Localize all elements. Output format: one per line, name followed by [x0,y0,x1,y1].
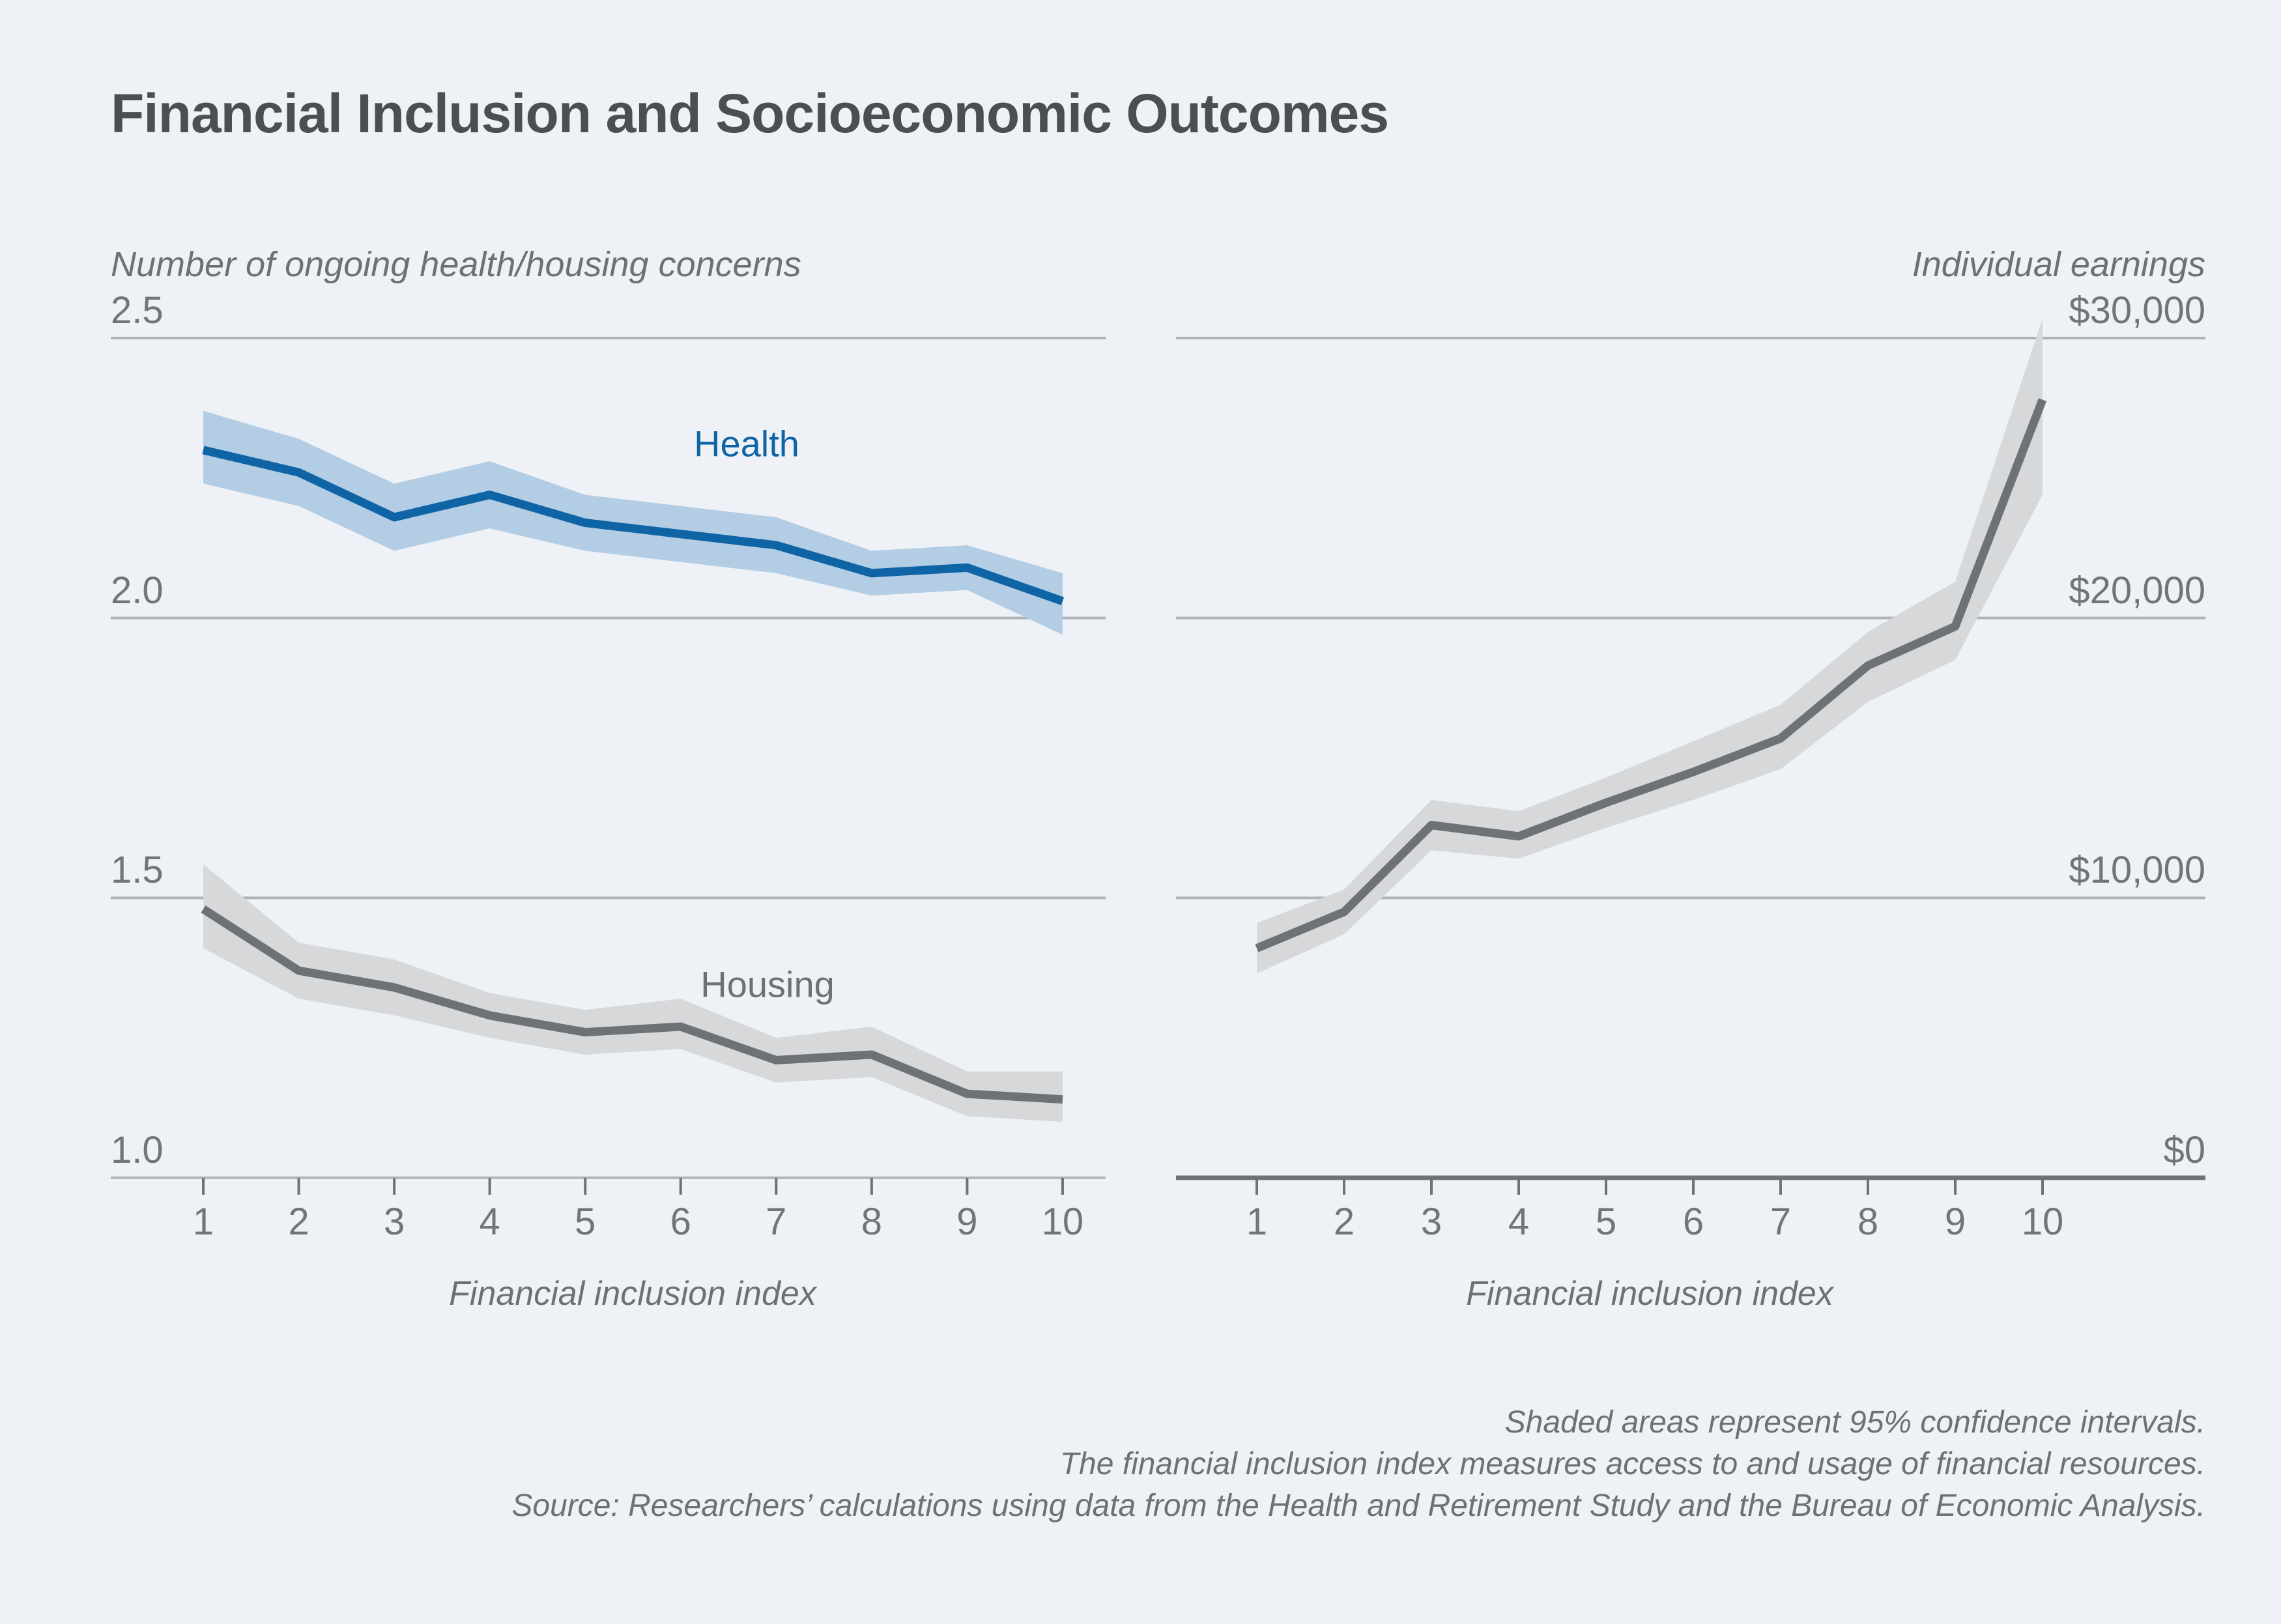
figure-notes [511,1402,2205,1527]
y-tick-label: $30,000 [2069,289,2205,332]
left-x-axis-title: Financial inclusion index [449,1275,816,1313]
x-tick-label: 2 [288,1201,309,1243]
x-tick-label: 4 [1508,1201,1530,1243]
figure-title: Financial Inclusion and Socioeconomic Outcomes [111,83,1389,144]
x-tick-label: 1 [192,1201,214,1243]
y-tick-label: $0 [2163,1129,2205,1171]
x-tick-label: 6 [1682,1201,1704,1243]
x-tick-label: 7 [1770,1201,1792,1243]
note-line-ci: Shaded areas represent 95% confidence intervals. [1504,1405,2205,1440]
y-tick-label: 1.5 [111,849,164,892]
x-tick-label: 2 [1333,1201,1355,1243]
x-tick-label: 9 [1944,1201,1966,1243]
right-x-axis-title: Financial inclusion index [1466,1275,1833,1313]
x-tick-label: 5 [575,1201,596,1243]
x-tick-label: 4 [479,1201,500,1243]
confidence-band [203,411,1063,635]
y-tick-label: $10,000 [2069,849,2205,892]
x-tick-label: 3 [1420,1201,1442,1243]
note-line-source: Source: Researchers’ calculations using data from the Health and Retirement Study and the Bureau of Economic Analysis. [511,1489,2205,1523]
x-tick-label: 1 [1246,1201,1268,1243]
x-tick-label: 8 [861,1201,882,1243]
x-tick-label: 8 [1857,1201,1879,1243]
left-y-axis-header: Number of ongoing health/housing concerns [111,245,801,284]
x-tick-label: 5 [1595,1201,1617,1243]
y-tick-label: 1.0 [111,1129,164,1171]
x-tick-label: 7 [766,1201,787,1243]
health-series-label: Health [694,423,799,464]
note-line-index-definition: The financial inclusion index measures access to and usage of financial resources. [1059,1447,2205,1481]
y-tick-label: 2.5 [111,289,164,332]
housing-series-label: Housing [700,963,835,1005]
x-tick-label: 9 [956,1201,978,1243]
x-tick-label: 6 [670,1201,691,1243]
x-tick-label: 3 [383,1201,405,1243]
x-tick-label: 10 [1041,1201,1084,1243]
right-y-axis-header: Individual earnings [1912,245,2205,284]
y-tick-label: $20,000 [2069,569,2205,612]
confidence-band [1257,319,2043,973]
y-tick-label: 2.0 [111,569,164,612]
x-tick-label: 10 [2021,1201,2064,1243]
